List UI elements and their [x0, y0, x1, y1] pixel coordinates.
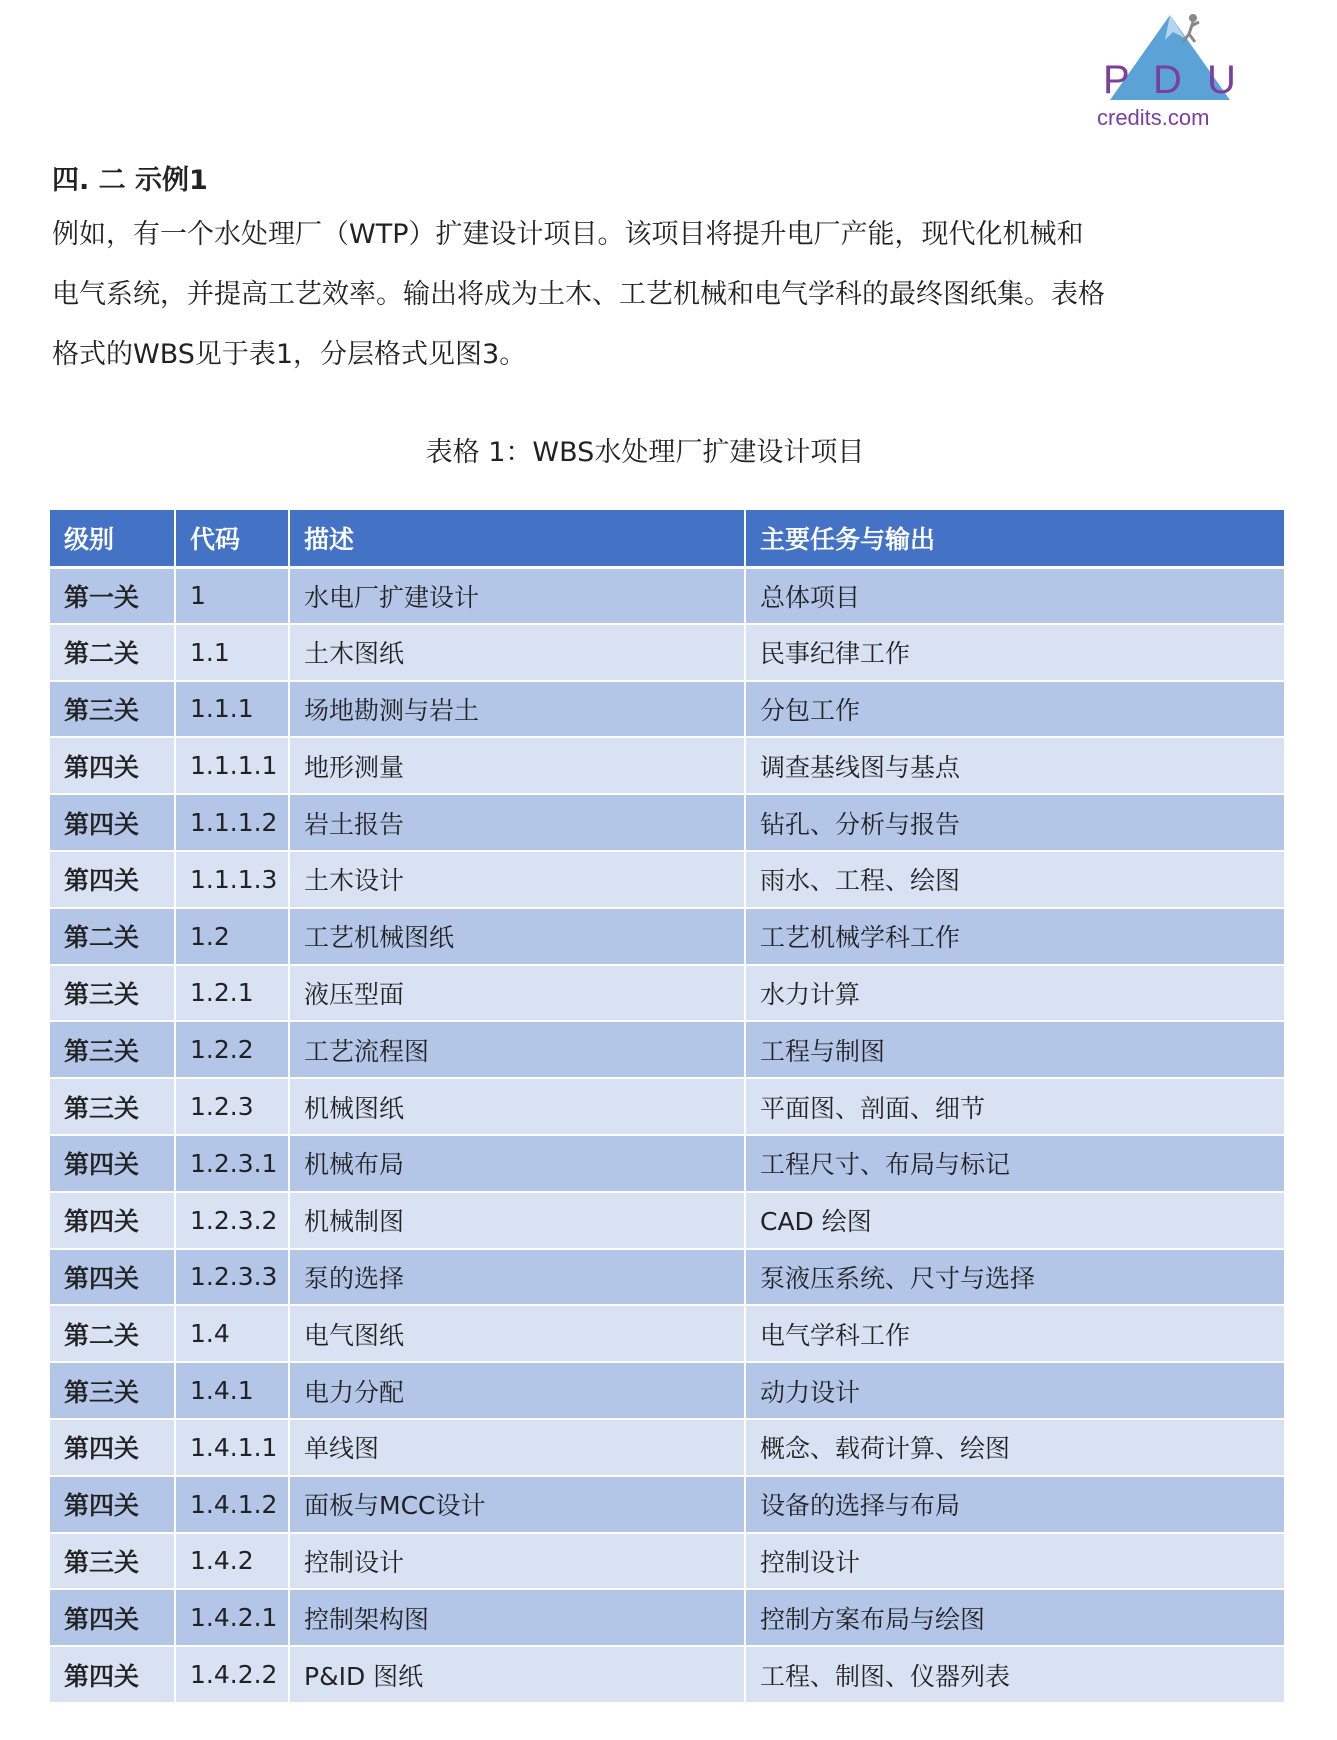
cell-tasks-outputs: 分包工作 [745, 681, 1285, 738]
cell-description: 机械布局 [289, 1135, 745, 1192]
cell-level: 第二关 [50, 624, 175, 681]
paragraph-line: 电气系统，并提高工艺效率。输出将成为土木、工艺机械和电气学科的最终图纸集。表格 [52, 279, 1105, 310]
cell-code: 1.4.2.1 [175, 1589, 289, 1646]
cell-tasks-outputs: 泵液压系统、尺寸与选择 [745, 1249, 1285, 1306]
wbs-table [50, 510, 1286, 1704]
cell-level: 第四关 [50, 1419, 175, 1476]
cell-description: 工艺机械图纸 [289, 908, 745, 965]
cell-tasks-outputs: 工艺机械学科工作 [745, 908, 1285, 965]
cell-tasks-outputs: 民事纪律工作 [745, 624, 1285, 681]
pdu-credits-logo [1095, 10, 1245, 130]
table-row [50, 794, 1285, 851]
cell-tasks-outputs: CAD 绘图 [745, 1192, 1285, 1249]
cell-code: 1.4 [175, 1305, 289, 1362]
cell-level: 第三关 [50, 1021, 175, 1078]
cell-code: 1.1 [175, 624, 289, 681]
cell-description: 场地勘测与岩土 [289, 681, 745, 738]
table-row [50, 965, 1285, 1022]
cell-tasks-outputs: 控制设计 [745, 1533, 1285, 1590]
cell-description: 电气图纸 [289, 1305, 745, 1362]
table-row [50, 908, 1285, 965]
cell-tasks-outputs: 钻孔、分析与报告 [745, 794, 1285, 851]
cell-code: 1 [175, 567, 289, 624]
table-row [50, 1305, 1285, 1362]
cell-code: 1.1.1.3 [175, 851, 289, 908]
table-row [50, 1078, 1285, 1135]
header-description: 描述 [289, 510, 745, 567]
header-tasks-outputs: 主要任务与输出 [745, 510, 1285, 567]
cell-tasks-outputs: 电气学科工作 [745, 1305, 1285, 1362]
cell-level: 第四关 [50, 1476, 175, 1533]
cell-tasks-outputs: 控制方案布局与绘图 [745, 1589, 1285, 1646]
table-row [50, 1192, 1285, 1249]
cell-level: 第四关 [50, 1192, 175, 1249]
logo-letter-p: P [1103, 58, 1130, 102]
cell-description: 地形测量 [289, 737, 745, 794]
cell-description: 面板与MCC设计 [289, 1476, 745, 1533]
cell-tasks-outputs: 总体项目 [745, 567, 1285, 624]
cell-tasks-outputs: 雨水、工程、绘图 [745, 851, 1285, 908]
table-row [50, 1476, 1285, 1533]
cell-description: 单线图 [289, 1419, 745, 1476]
cell-description: 机械图纸 [289, 1078, 745, 1135]
table-row [50, 1646, 1285, 1703]
table-row [50, 1419, 1285, 1476]
cell-level: 第四关 [50, 1135, 175, 1192]
table-row [50, 1533, 1285, 1590]
table-row [50, 681, 1285, 738]
cell-code: 1.1.1.2 [175, 794, 289, 851]
table-row [50, 624, 1285, 681]
cell-tasks-outputs: 动力设计 [745, 1362, 1285, 1419]
table-row [50, 567, 1285, 624]
cell-code: 1.4.2.2 [175, 1646, 289, 1703]
cell-description: 泵的选择 [289, 1249, 745, 1306]
cell-code: 1.2.2 [175, 1021, 289, 1078]
cell-description: 电力分配 [289, 1362, 745, 1419]
cell-level: 第三关 [50, 681, 175, 738]
header-level: 级别 [50, 510, 175, 567]
cell-description: 水电厂扩建设计 [289, 567, 745, 624]
paragraph-line: 格式的WBS见于表1，分层格式见图3。 [52, 339, 527, 370]
table-row [50, 737, 1285, 794]
cell-code: 1.2 [175, 908, 289, 965]
cell-tasks-outputs: 工程与制图 [745, 1021, 1285, 1078]
cell-code: 1.4.2 [175, 1533, 289, 1590]
cell-description: 岩土报告 [289, 794, 745, 851]
cell-description: 工艺流程图 [289, 1021, 745, 1078]
cell-level: 第三关 [50, 1078, 175, 1135]
table-row [50, 1589, 1285, 1646]
cell-description: 控制设计 [289, 1533, 745, 1590]
table-header-row [50, 510, 1285, 567]
logo-letter-d: D [1153, 58, 1182, 102]
cell-level: 第二关 [50, 908, 175, 965]
cell-level: 第四关 [50, 1646, 175, 1703]
cell-level: 第四关 [50, 737, 175, 794]
cell-code: 1.2.3.3 [175, 1249, 289, 1306]
cell-description: 控制架构图 [289, 1589, 745, 1646]
cell-description: 土木图纸 [289, 624, 745, 681]
cell-tasks-outputs: 平面图、剖面、细节 [745, 1078, 1285, 1135]
table-row [50, 1362, 1285, 1419]
cell-level: 第三关 [50, 965, 175, 1022]
table-row [50, 1249, 1285, 1306]
logo-letter-u: U [1207, 58, 1236, 102]
table-body [50, 567, 1285, 1703]
cell-tasks-outputs: 水力计算 [745, 965, 1285, 1022]
cell-tasks-outputs: 概念、载荷计算、绘图 [745, 1419, 1285, 1476]
cell-level: 第三关 [50, 1533, 175, 1590]
cell-description: 土木设计 [289, 851, 745, 908]
cell-description: 液压型面 [289, 965, 745, 1022]
cell-description: P&ID 图纸 [289, 1646, 745, 1703]
cell-code: 1.2.1 [175, 965, 289, 1022]
cell-level: 第一关 [50, 567, 175, 624]
cell-code: 1.4.1.2 [175, 1476, 289, 1533]
paragraph-line: 例如，有一个水处理厂（WTP）扩建设计项目。该项目将提升电厂产能，现代化机械和 [52, 219, 1084, 250]
cell-code: 1.2.3.2 [175, 1192, 289, 1249]
cell-code: 1.1.1 [175, 681, 289, 738]
table-row [50, 1021, 1285, 1078]
header-code: 代码 [175, 510, 289, 567]
cell-code: 1.2.3.1 [175, 1135, 289, 1192]
cell-tasks-outputs: 调查基线图与基点 [745, 737, 1285, 794]
cell-level: 第二关 [50, 1305, 175, 1362]
cell-tasks-outputs: 工程尺寸、布局与标记 [745, 1135, 1285, 1192]
cell-code: 1.4.1.1 [175, 1419, 289, 1476]
cell-level: 第三关 [50, 1362, 175, 1419]
cell-level: 第四关 [50, 1249, 175, 1306]
logo-subtitle: credits.com [1097, 105, 1210, 130]
table-row [50, 851, 1285, 908]
cell-tasks-outputs: 工程、制图、仪器列表 [745, 1646, 1285, 1703]
section-title: 四. 二 示例1 [52, 165, 208, 196]
table-row [50, 1135, 1285, 1192]
cell-code: 1.4.1 [175, 1362, 289, 1419]
cell-description: 机械制图 [289, 1192, 745, 1249]
table-caption: 表格 1：WBS水处理厂扩建设计项目 [425, 437, 865, 468]
cell-level: 第四关 [50, 794, 175, 851]
cell-tasks-outputs: 设备的选择与布局 [745, 1476, 1285, 1533]
intro-paragraph [52, 205, 1252, 385]
cell-level: 第四关 [50, 1589, 175, 1646]
cell-code: 1.2.3 [175, 1078, 289, 1135]
cell-code: 1.1.1.1 [175, 737, 289, 794]
cell-level: 第四关 [50, 851, 175, 908]
